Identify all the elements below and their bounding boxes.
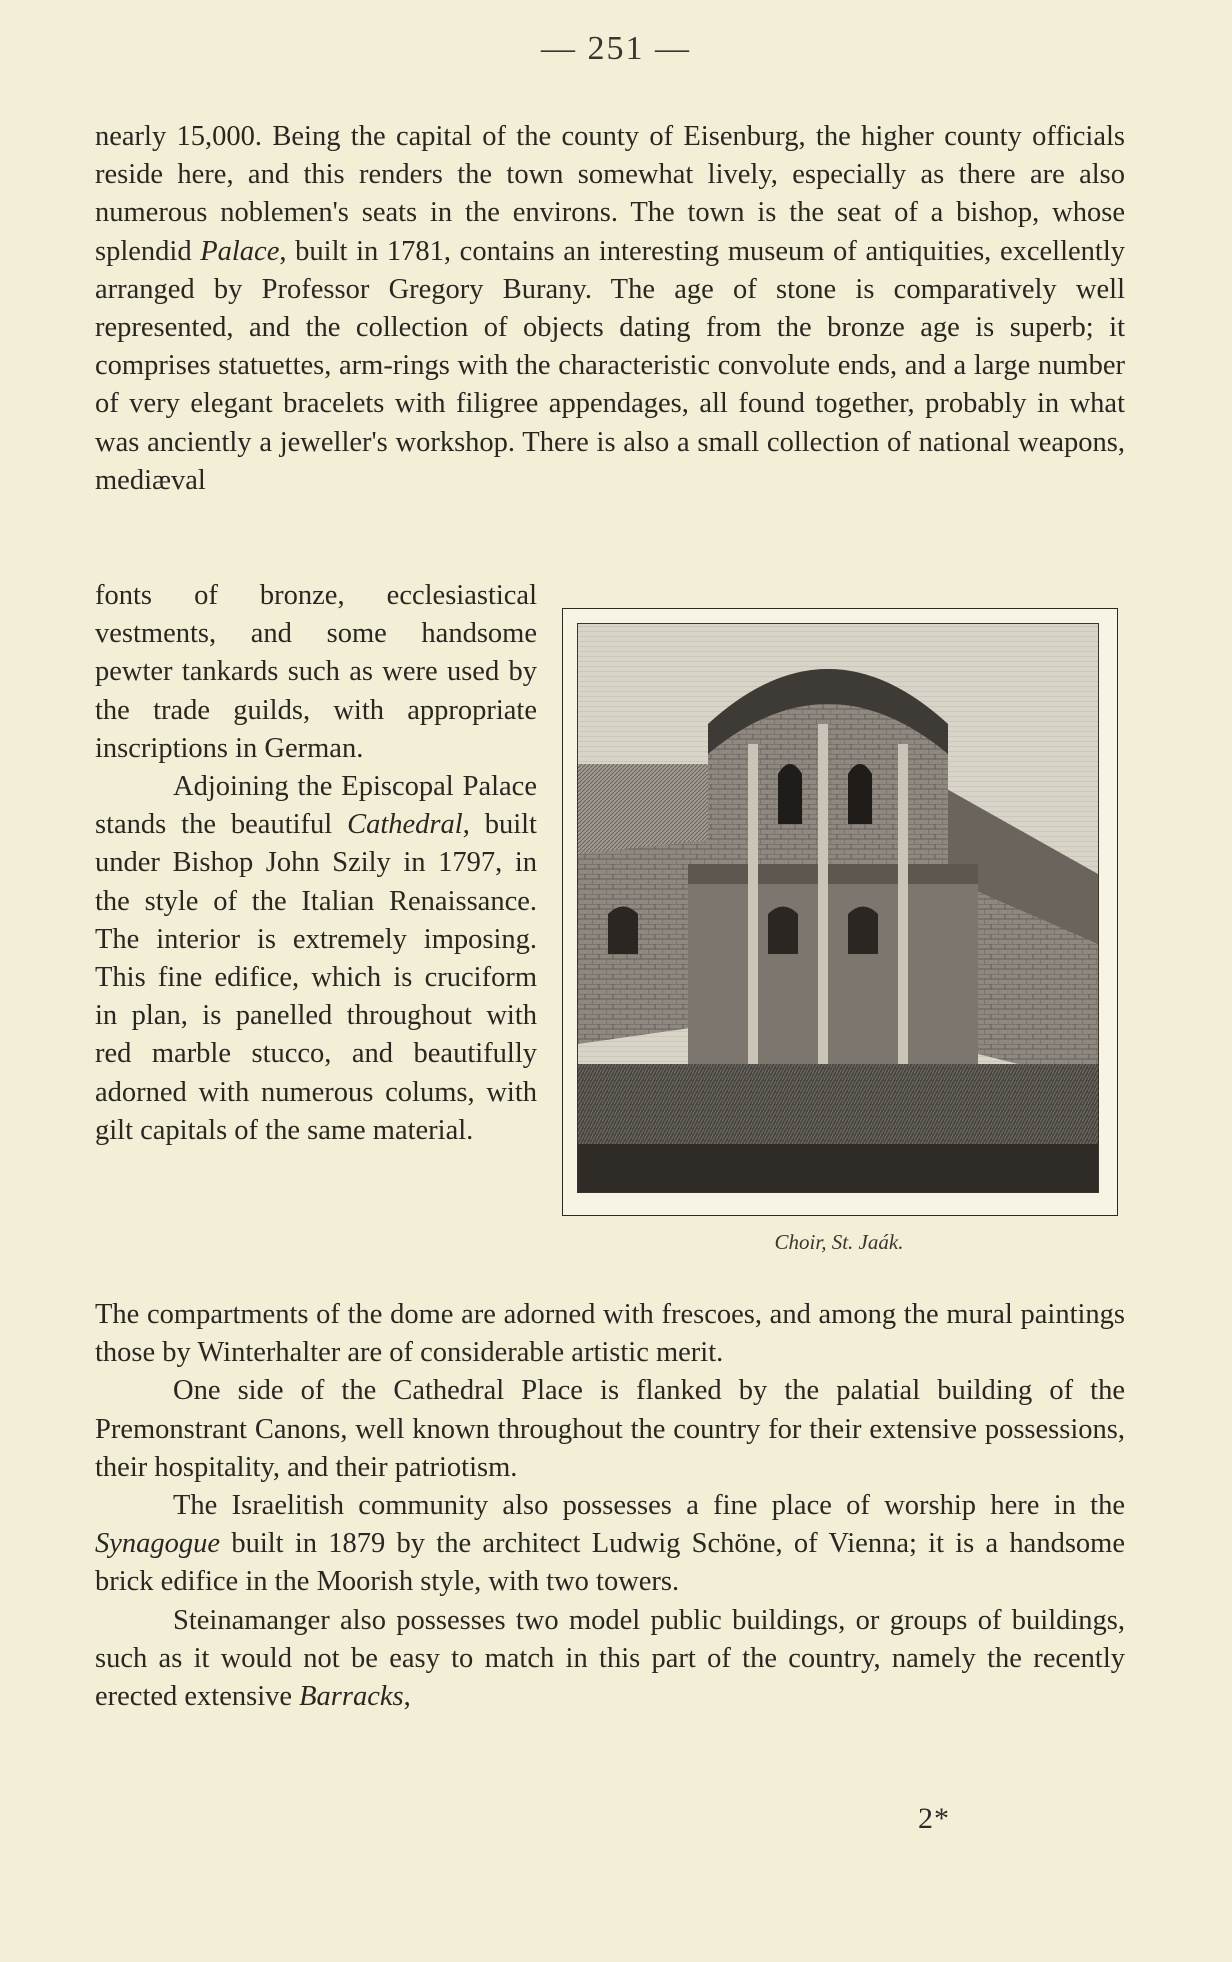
figure-caption: Choir, St. Jaák. xyxy=(774,1230,904,1254)
italic-term: Barracks xyxy=(299,1681,404,1713)
paragraph: fonts of bronze, ecclesiastical vestments, and some handsome pewter tankards such as were used by the trade guilds, with appropriate inscriptions in German. xyxy=(95,580,537,764)
italic-term: Synagogue xyxy=(95,1528,221,1560)
body-text-top xyxy=(95,118,1125,500)
paragraph: Steinamanger also possesses two model public buildings, or groups of buildings, such as it would not be easy to match in this part of the country, namely the recently erected extensive Barracks, xyxy=(95,1604,1125,1713)
engraving-image xyxy=(578,624,1098,1192)
italic-term: Cathedral xyxy=(347,809,463,841)
body-text-bottom xyxy=(95,1296,1125,1716)
paragraph: The Israelitish community also possesses a fine place of worship here in the Synagogue built in 1879 by the architect Ludwig Schöne, of Vienna; it is a handsome brick edifice in the Moorish style, with two towers. xyxy=(95,1490,1125,1598)
signature-mark: 2* xyxy=(918,1802,950,1835)
paragraph: The compartments of the dome are adorned with frescoes, and among the mural paintings those by Winterhalter are of considerable artistic merit. xyxy=(95,1299,1125,1369)
figure-illustration xyxy=(562,608,1118,1216)
paragraph: Adjoining the Episcopal Palace stands the beautiful Cathedral, built under Bishop John Szily in 1797, in the style of the Italian Renaissance. The interior is extremely imposing. This fine edifice, which is cruciform in plan, is panelled throughout with red marble stucco, and beautifully adorned with numerous colums, with gilt capitals of the same material. xyxy=(95,771,537,1146)
paragraph: nearly 15,000. Being the capital of the county of Eisenburg, the higher county officials reside here, and this renders the town somewhat lively, especially as there are also numerous noblemen's seats in the environs. The town is the seat of a bishop, whose splendid Palace, built in 1781, contains an interesting museum of antiquities, excellently arranged by Professor Gregory Burany. The age of stone is comparatively well represented, and the collection of objects dating from the bronze age is superb; it comprises statuettes, arm-rings with the characteristic convolute ends, and a large number of very elegant bracelets with filigree appendages, all found together, probably in what was anciently a jeweller's workshop. There is also a small collection of national weapons, mediæval xyxy=(95,121,1125,496)
italic-term: Palace xyxy=(200,235,280,267)
wrapped-text-column xyxy=(95,577,537,1150)
page-number: — 251 — xyxy=(541,30,691,67)
church-apse-engraving xyxy=(577,623,1099,1193)
paragraph: One side of the Cathedral Place is flanked by the palatial building of the Premonstrant Canons, well known throughout the country for their extensive possessions, their hospitality, and their patriotism. xyxy=(95,1375,1125,1483)
